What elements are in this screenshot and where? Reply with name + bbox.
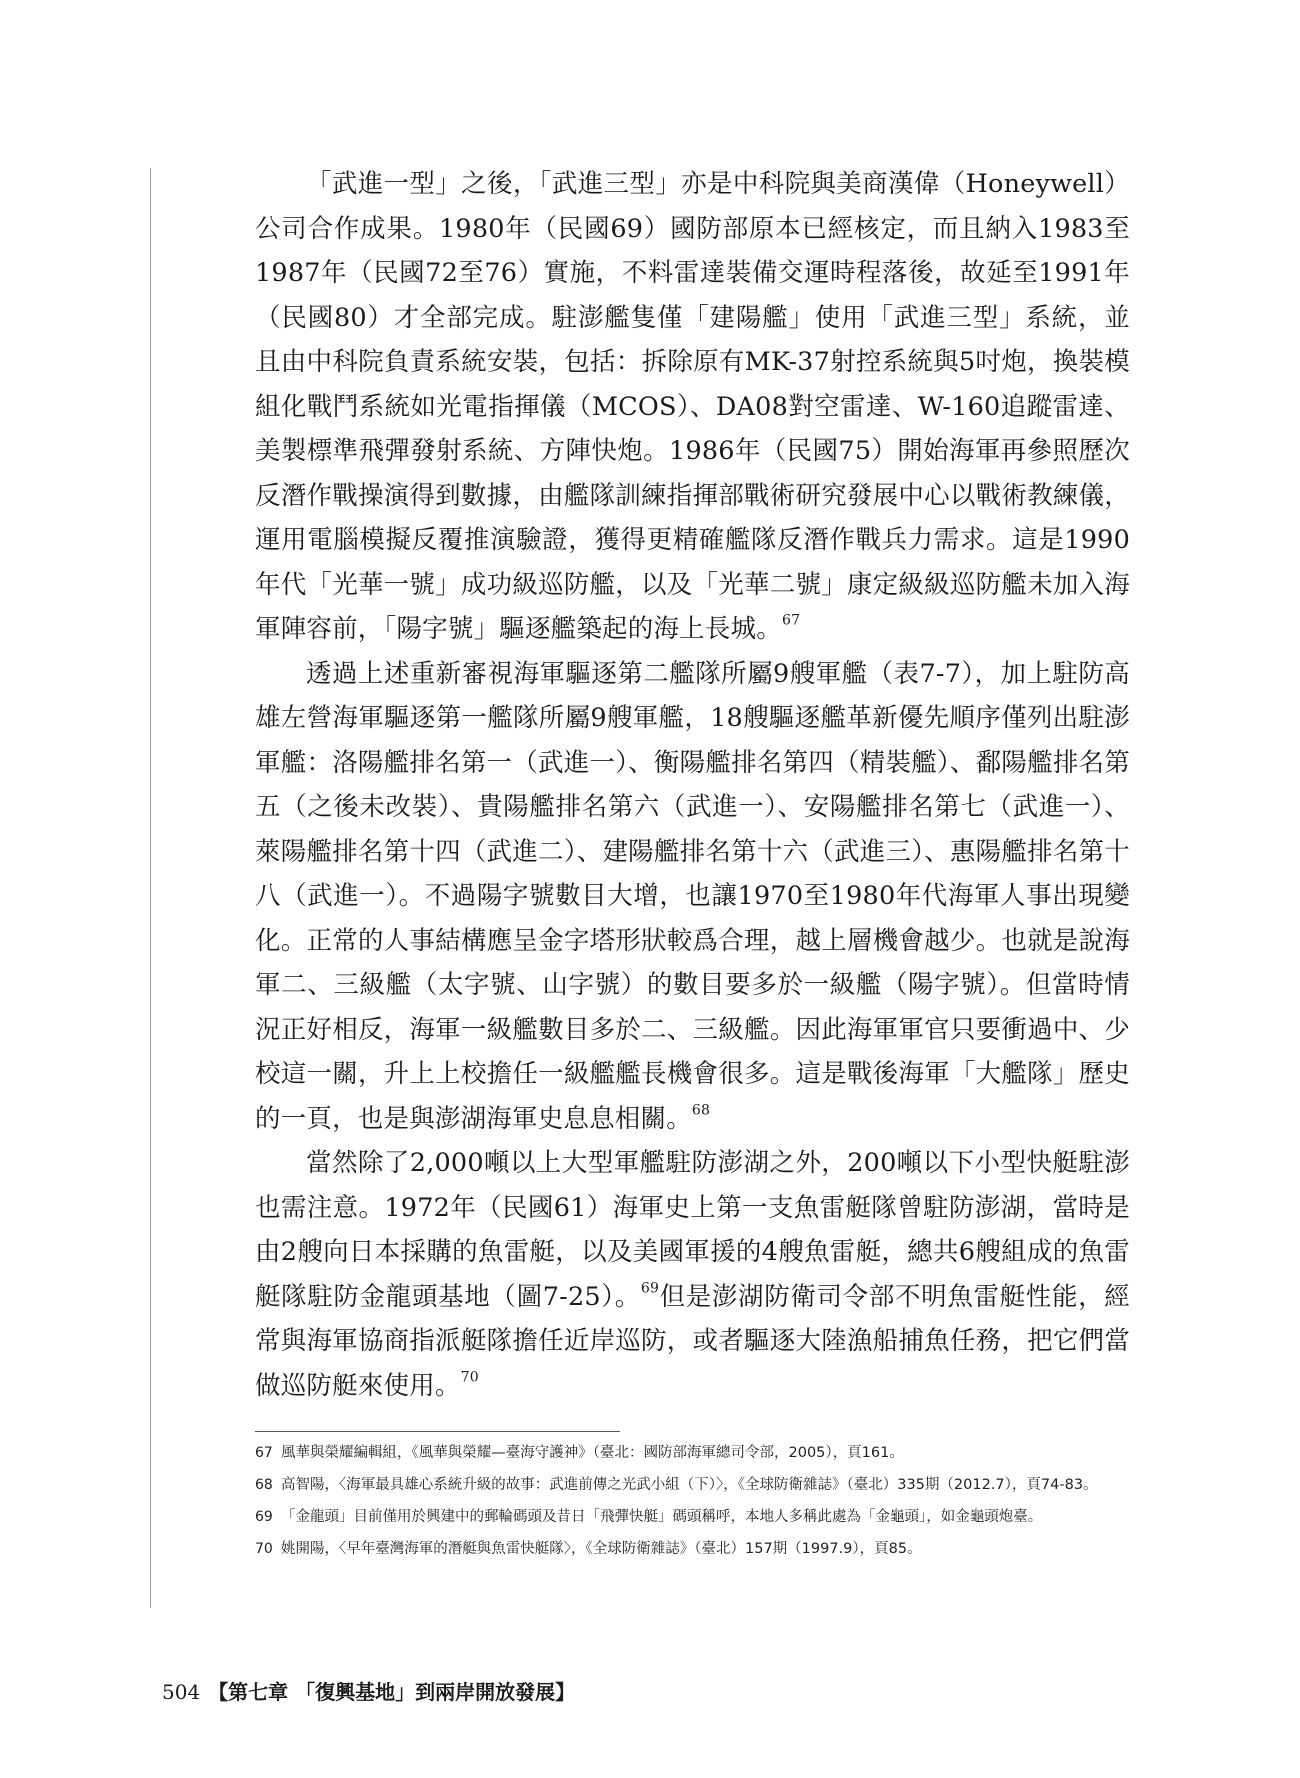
paragraph-text: 透過上述重新審視海軍驅逐第二艦隊所屬9艘軍艦（表7-7），加上駐防高雄左營海軍驅逐第一艦隊所屬9艘軍艦，18艘驅逐艦革新優先順序僅列出駐澎軍艦：洛陽艦排名第一（武進一）、衡陽艦排名第四（精裝艦）、鄱陽艦排名第五（之後未改裝）、貴陽艦排名第六（武進一）、安陽艦排名第七（武進一）、萊陽艦排名第十四（武進二）、建陽艦排名第十六（武進三）、惠陽艦排名第十八（武進一）。不過陽字號數目大增，也讓1970至1980年代海軍人事出現變化。正常的人事結構應呈金字塔形狀較爲合理，越上層機會越少。也就是說海軍二、三級艦（太字號、山字號）的數目要多於一級艦（陽字號）。但當時情況正好相反，海軍一級艦數目多於二、三級艦。因此海軍軍官只要衝過中、少校這一關，升上上校擔任一級艦艦長機會很多。這是戰後海軍「大艦隊」歷史的一頁，也是與澎湖海軍史息息相關。 xyxy=(255,658,1130,1134)
footnotes xyxy=(255,1440,1130,1568)
footnote-text: 高智陽，〈海軍最具雄心系統升級的故事：武進前傳之光武小組（下）〉，《全球防衛雜誌》（臺北）335期（2012.7），頁74-83。 xyxy=(281,1477,1098,1493)
footnote-number: 67 xyxy=(255,1445,273,1461)
footnote-text: 「金龍頭」目前僅用於興建中的郵輪碼頭及昔日「飛彈快艇」碼頭稱呼，本地人多稱此處為「金龜頭」，如金龜頭炮臺。 xyxy=(281,1509,1043,1525)
footnote-text: 風華與榮耀編輯組，《風華與榮耀—臺海守護神》（臺北：國防部海軍總司令部，2005），頁161。 xyxy=(281,1445,904,1461)
main-text xyxy=(255,162,1130,1408)
footnote xyxy=(255,1536,1130,1562)
footnote xyxy=(255,1440,1130,1466)
footnote-ref: 68 xyxy=(691,1101,711,1118)
footnote-number: 70 xyxy=(255,1541,273,1557)
margin-rule xyxy=(150,168,151,1608)
footnote-number: 69 xyxy=(255,1509,273,1525)
footnote-ref: 70 xyxy=(460,1368,479,1385)
paragraph-text: 當然除了2,000噸以上大型軍艦駐防澎湖之外，200噸以下小型快艇駐澎也需注意。1972年（民國61）海軍史上第一支魚雷艇隊曾駐防澎湖，當時是由2艘向日本採購的魚雷艇，以及美國軍援的4艘魚雷艇，總共6艘組成的魚雷艇隊駐防金龍頭基地（圖7-25）。 xyxy=(255,1148,1130,1312)
footnote-ref: 69 xyxy=(640,1279,660,1296)
footnote-ref: 67 xyxy=(781,612,801,629)
paragraph-text: 「武進一型」之後，「武進三型」亦是中科院與美商漢偉（Honeywell）公司合作成果。1980年（民國69）國防部原本已經核定，而且納入1983至1987年（民國72至76）實施，不料雷達裝備交運時程落後，故延至1991年（民國80）才全部完成。駐澎艦隻僅「建陽艦」使用「武進三型」系統，並且由中科院負責系統安裝，包括：拆除原有MK-37射控系統與5吋炮，換裝模組化戰鬥系統如光電指揮儀（MCOS）、DA08對空雷達、W-160追蹤雷達、美製標準飛彈發射系統、方陣快炮。1986年（民國75）開始海軍再參照歷次反潛作戰操演得到數據，由艦隊訓練指揮部戰術研究發展中心以戰術教練儀，運用電腦模擬反覆推演驗證，獲得更精確艦隊反潛作戰兵力需求。這是1990年代「光華一號」成功級巡防艦，以及「光華二號」康定級級巡防艦未加入海軍陣容前，「陽字號」驅逐艦築起的海上長城。 xyxy=(255,169,1130,644)
paragraph-2 xyxy=(255,652,1130,1142)
paragraph-1 xyxy=(255,162,1130,652)
running-footer xyxy=(162,1676,575,1705)
footnote xyxy=(255,1504,1130,1530)
footnote-number: 68 xyxy=(255,1477,273,1493)
footnote-divider xyxy=(255,1431,620,1432)
paragraph-text: 但是澎湖防衛司令部不明魚雷艇性能，經常與海軍協商指派艇隊擔任近岸巡防，或者驅逐大陸漁船捕魚任務，把它們當做巡防艇來使用。 xyxy=(255,1281,1130,1401)
footnote-text: 姚開陽，〈早年臺灣海軍的潛艇與魚雷快艇隊〉，《全球防衛雜誌》（臺北）157期（1997.9），頁85。 xyxy=(281,1541,922,1557)
page-number: 504 xyxy=(162,1680,201,1704)
paragraph-3 xyxy=(255,1141,1130,1408)
chapter-title: 【第七章 「復興基地」到兩岸開放發展】 xyxy=(208,1680,576,1704)
footnote xyxy=(255,1472,1130,1498)
